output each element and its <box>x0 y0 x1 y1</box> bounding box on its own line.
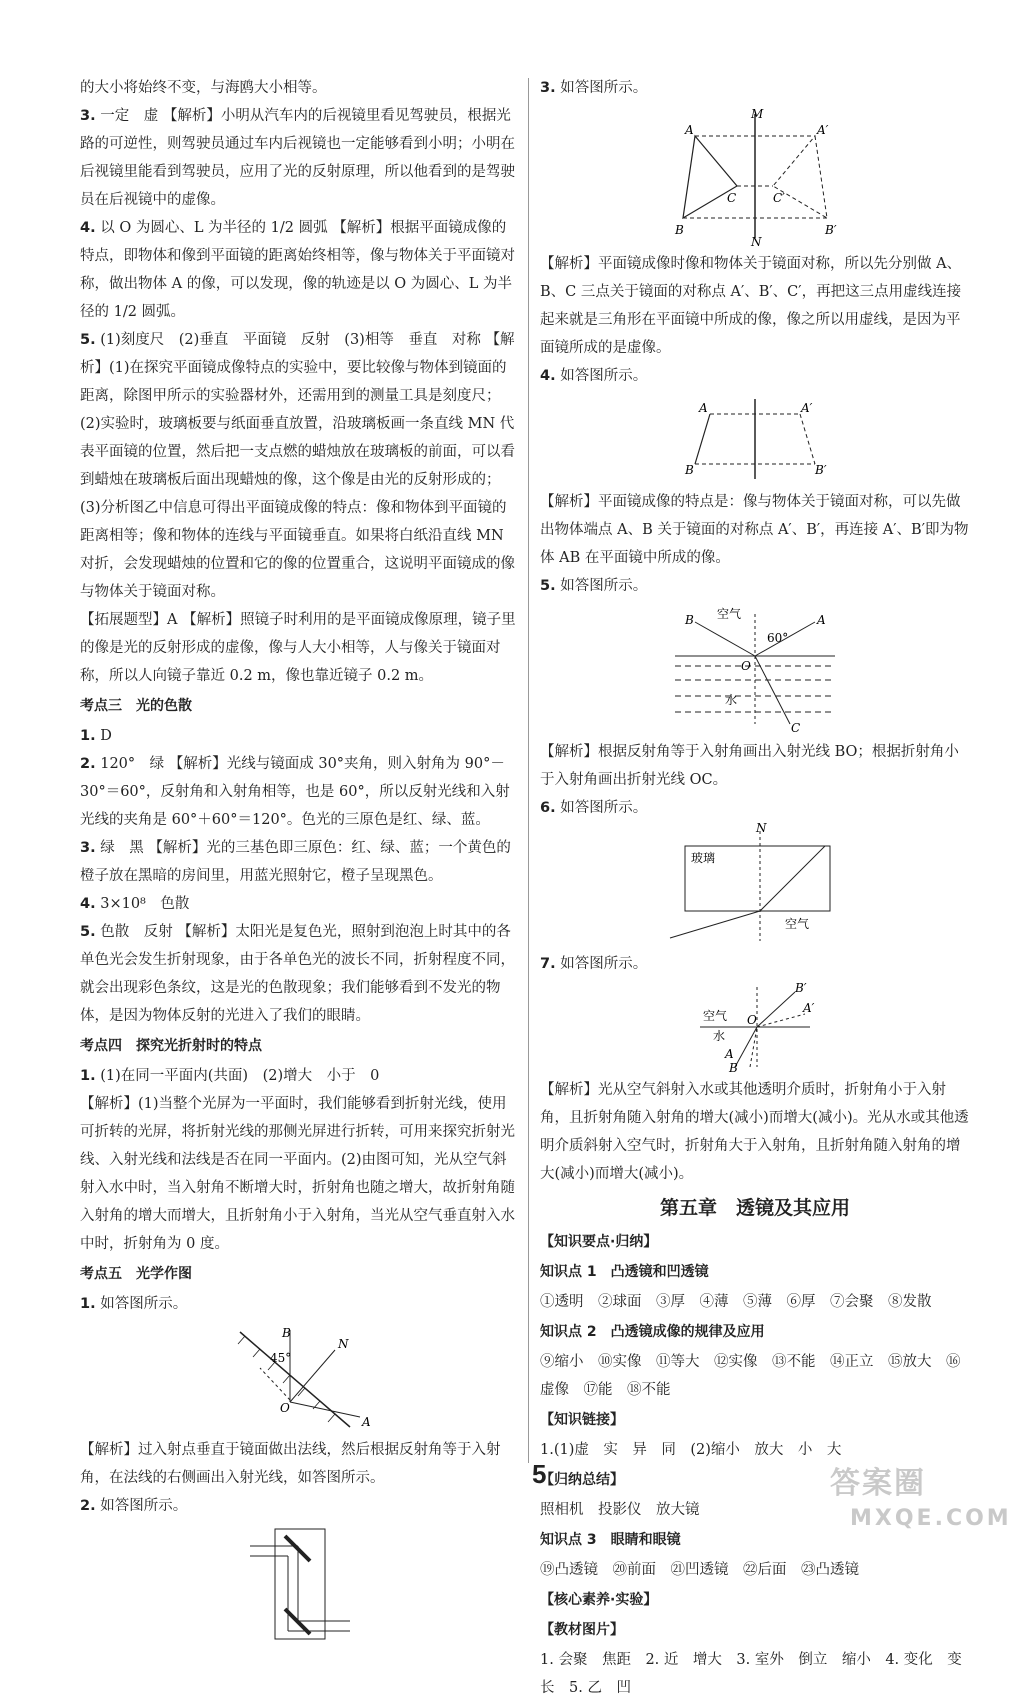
answer-paragraph <box>80 1090 520 1258</box>
text: 考点四 探究光折射时的特点 <box>80 1038 262 1054</box>
answer-paragraph <box>540 74 970 102</box>
svg-text:B: B <box>729 1061 738 1075</box>
answer-paragraph <box>540 738 970 794</box>
answer-paragraph <box>540 250 970 362</box>
left-column <box>80 74 520 1648</box>
text: 【解析】平面镜成像的特点是：像与物体关于镜面对称，可以先做出物体端点 A、B 关于镜面的对称点 A′、B′，再连接 A′、B′即为物体 AB 在平面镜中所成的像。 <box>540 494 969 566</box>
svg-text:B: B <box>685 463 694 477</box>
answer-paragraph <box>80 326 520 606</box>
item-number: 4. <box>540 368 556 384</box>
svg-text:空气: 空气 <box>703 1009 728 1023</box>
text: 如答图所示。 <box>555 956 648 972</box>
answer-paragraph <box>80 214 520 326</box>
svg-text:C: C <box>727 191 737 205</box>
svg-text:A: A <box>817 613 826 627</box>
text: 考点五 光学作图 <box>80 1266 192 1282</box>
text: 如答图所示。 <box>555 578 648 594</box>
svg-text:B: B <box>685 613 694 627</box>
text: 一定 虚 【解析】小明从汽车内的后视镜里看见驾驶员，根据光路的可逆性，则驾驶员通过车内后视镜也一定能够看到小明；小明在后视镜里能看到驾驶员，应用了光的反射原理，所以他看到的是驾驶员在后视镜中的虚像。 <box>80 108 515 208</box>
svg-text:A: A <box>699 401 708 415</box>
column-divider <box>528 78 529 1463</box>
section-heading <box>540 1318 970 1346</box>
text: 【解析】过入射点垂直于镜面做出法线，然后根据反射角等于入射角，在法线的右侧画出入射光线，如答图所示。 <box>80 1442 501 1486</box>
text: 如答图所示。 <box>555 368 648 384</box>
text: ⑲凸透镜 ⑳前面 ㉑凹透镜 ㉒后面 ㉓凸透镜 <box>540 1562 859 1578</box>
figure-7 <box>695 981 815 1075</box>
figure-3 <box>675 106 837 249</box>
text: (1)刻度尺 (2)垂直 平面镜 反射 (3)相等 垂直 对称 【解析】(1)在探究平面镜成像特点的实验中，要比较像与物体到镜面的距离，除图甲所示的实验器材外，还需用到的测量工具是刻度尺；(2)实验时，玻璃板要与纸面垂直放置，沿玻璃板画一条直线 MN 代表平面镜的位置，然后把一支点燃的蜡烛放在玻璃板的前面，可以看到蜡烛在玻璃板后面出现蜡烛的像，这个像是由光的反射形成的；(3)分析图乙中信息可得出平面镜成像的特点：像和物体到平面镜的距离相等；像和物体的连线与平面镜垂直。如果将白纸沿直线 MN 对折，会发现蜡烛的位置和它的像的位置重合，这说明平面镜成的像与物体关于镜面对称。 <box>80 332 515 600</box>
text: 的大小将始终不变，与海鸥大小相等。 <box>80 80 327 96</box>
svg-text:水: 水 <box>713 1029 726 1043</box>
svg-text:O: O <box>747 1013 757 1027</box>
text: 【知识链接】 <box>540 1412 624 1428</box>
item-number: 3. <box>80 108 96 124</box>
svg-text:C′: C′ <box>773 191 785 205</box>
answer-paragraph <box>80 834 520 890</box>
item-number: 4. <box>80 220 96 236</box>
answer-paragraph <box>540 1288 970 1316</box>
svg-text:M: M <box>751 107 764 121</box>
answer-paragraph <box>540 1556 970 1584</box>
svg-text:B′: B′ <box>815 463 827 477</box>
page-number: 5 <box>532 1459 547 1489</box>
item-number: 6. <box>540 800 556 816</box>
text: 如答图所示。 <box>95 1296 188 1312</box>
svg-text:A′: A′ <box>803 1001 815 1015</box>
svg-text:B′: B′ <box>825 223 837 237</box>
text: 120° 绿 【解析】光线与镜面成 30°夹角，则入射角为 90°－30°＝60°，反射角和入射角相等，也是 60°，所以反射光线和入射光线的夹角是 60°＋60°＝120°。色光的三原色是红、绿、蓝。 <box>80 756 510 828</box>
section-heading <box>80 692 520 720</box>
section-heading <box>540 1258 970 1286</box>
item-number: 3. <box>80 840 96 856</box>
svg-text:A: A <box>685 123 694 137</box>
answer-paragraph <box>80 1436 520 1492</box>
text: 【知识要点·归纳】 <box>540 1234 658 1250</box>
answer-paragraph <box>80 918 520 1030</box>
svg-text:O: O <box>741 659 751 673</box>
svg-text:A′: A′ <box>801 401 813 415</box>
text: D <box>95 728 112 744</box>
answer-paragraph <box>540 362 970 390</box>
text: 【拓展题型】A 【解析】照镜子时利用的是平面镜成像原理，镜子里的像是光的反射形成的虚像，像与人大小相等，人与像关于镜面对称，所以人向镜子靠近 0.2 m，像也靠近镜子 0.2 m。 <box>80 612 516 684</box>
svg-text:N: N <box>338 1337 349 1351</box>
text: 3×10⁸ 色散 <box>95 896 190 912</box>
svg-text:A: A <box>362 1415 371 1429</box>
answer-paragraph <box>540 950 970 978</box>
figure-4 <box>685 394 825 484</box>
text: 第五章 透镜及其应用 <box>659 1197 850 1219</box>
text: 1. 会聚 焦距 2. 近 增大 3. 室外 倒立 缩小 4. 变化 变长 5. 乙 凹 <box>540 1652 962 1696</box>
text: 【归纳总结】 <box>540 1472 624 1488</box>
text: 如答图所示。 <box>555 800 648 816</box>
svg-text:45°: 45° <box>270 1351 292 1365</box>
answer-paragraph <box>540 1076 970 1188</box>
answer-paragraph <box>540 1436 970 1464</box>
text: 照相机 投影仪 放大镜 <box>540 1502 700 1518</box>
text: 1.(1)虚 实 异 同 (2)缩小 放大 小 大 <box>540 1442 842 1458</box>
text: 【核心素养·实验】 <box>540 1592 658 1608</box>
answer-paragraph <box>80 1290 520 1318</box>
svg-text:B′: B′ <box>795 981 807 995</box>
item-number: 1. <box>80 728 96 744</box>
svg-text:O: O <box>280 1401 290 1415</box>
svg-text:B: B <box>282 1326 291 1340</box>
text: 以 O 为圆心、L 为半径的 1/2 圆弧 【解析】根据平面镜成像的特点，即物体和像到平面镜的距离始终相等，像与物体关于平面镜对称，做出物体 A 的像，可以发现，像的轨迹是以 O 为圆心、L 为半径的 1/2 圆弧。 <box>80 220 515 320</box>
section-heading <box>540 1228 970 1256</box>
answer-paragraph <box>80 606 520 690</box>
section-heading <box>540 1586 970 1614</box>
svg-text:空气: 空气 <box>785 917 810 931</box>
answer-paragraph <box>540 794 970 822</box>
text: 绿 黑 【解析】光的三基色即三原色：红、绿、蓝；一个黄色的橙子放在黑暗的房间里，用蓝光照射它，橙子呈现黑色。 <box>80 840 511 884</box>
figure-5 <box>675 604 835 734</box>
answer-paragraph <box>540 572 970 600</box>
svg-text:A′: A′ <box>817 123 829 137</box>
answer-paragraph <box>80 74 520 102</box>
item-number: 1. <box>80 1296 96 1312</box>
answer-paragraph <box>540 1646 970 1702</box>
svg-text:N: N <box>751 235 762 249</box>
text: 如答图所示。 <box>95 1498 188 1514</box>
text: 考点三 光的色散 <box>80 698 192 714</box>
svg-text:空气: 空气 <box>717 607 742 621</box>
answer-paragraph <box>540 1348 970 1404</box>
item-number: 3. <box>540 80 556 96</box>
section-heading <box>540 1616 970 1644</box>
item-number: 2. <box>80 756 96 772</box>
right-column <box>540 74 970 1702</box>
section-heading <box>80 1260 520 1288</box>
text: 如答图所示。 <box>555 80 648 96</box>
svg-text:C: C <box>791 721 801 735</box>
answer-paragraph <box>80 890 520 918</box>
svg-text:玻璃: 玻璃 <box>691 851 716 865</box>
svg-text:N: N <box>756 821 767 835</box>
section-heading <box>540 1406 970 1434</box>
svg-text:水: 水 <box>725 693 738 707</box>
chapter-title <box>540 1194 970 1222</box>
answer-paragraph <box>80 722 520 750</box>
svg-text:A: A <box>725 1047 734 1061</box>
svg-text:B: B <box>675 223 684 237</box>
text: ⑨缩小 ⑩实像 ⑪等大 ⑫实像 ⑬不能 ⑭正立 ⑮放大 ⑯虚像 ⑰能 ⑱不能 <box>540 1354 961 1398</box>
text: 【解析】光从空气斜射入水或其他透明介质时，折射角小于入射角，且折射角随入射角的增大(减小)而增大(减小)。光从水或其他透明介质斜射入空气时，折射角大于入射角，且折射角随入射角的增大(减小)而增大(减小)。 <box>540 1082 969 1182</box>
svg-text:60°: 60° <box>767 631 789 645</box>
answer-paragraph <box>80 1062 520 1090</box>
figure-1 <box>220 1322 380 1432</box>
section-heading <box>80 1032 520 1060</box>
answer-paragraph <box>80 1492 520 1520</box>
text: 色散 反射 【解析】太阳光是复色光，照射到泡泡上时其中的各单色光会发生折射现象，由于各单色光的波长不同，折射程度不同，就会出现彩色条纹，这是光的色散现象；我们能够看到不发光的物体，是因为物体反射的光进入了我们的眼睛。 <box>80 924 515 1024</box>
answer-paragraph <box>80 102 520 214</box>
item-number: 1. <box>80 1068 96 1084</box>
text: 【解析】(1)当整个光屏为一平面时，我们能够看到折射光线，使用可折转的光屏，将折射光线的那侧光屏进行折转，可用来探究折射光线、入射光线和法线是否在同一平面内。(2)由图可知，光从空气斜射入水中时，当入射角不断增大时，折射角也随之增大，故折射角随入射角的增大而增大，且折射角小于入射角，当光从空气垂直射入水中时，折射角为 0 度。 <box>80 1096 515 1252</box>
answer-paragraph <box>540 488 970 572</box>
watermark-url: MXQE.COM <box>850 1506 1012 1531</box>
item-number: 5. <box>80 332 96 348</box>
item-number: 4. <box>80 896 96 912</box>
item-number: 2. <box>80 1498 96 1514</box>
text: (1)在同一平面内(共面) (2)增大 小于 0 <box>95 1068 380 1084</box>
figure-6 <box>665 821 845 946</box>
text: 【解析】根据反射角等于入射角画出入射光线 BO；根据折射角小于入射角画出折射光线 OC。 <box>540 744 959 788</box>
text: ①透明 ②球面 ③厚 ④薄 ⑤薄 ⑥厚 ⑦会聚 ⑧发散 <box>540 1294 932 1310</box>
text: 【解析】平面镜成像时像和物体关于镜面对称，所以先分别做 A、B、C 三点关于镜面的对称点 A′、B′、C′，再把这三点用虚线连接起来就是三角形在平面镜中所成的像，像之所以用虚线，是因为平面镜所成的是虚像。 <box>540 256 962 356</box>
item-number: 5. <box>540 578 556 594</box>
text: 【教材图片】 <box>540 1622 624 1638</box>
text: 知识点 3 眼睛和眼镜 <box>540 1532 681 1548</box>
answer-paragraph <box>80 750 520 834</box>
text: 知识点 1 凸透镜和凹透镜 <box>540 1264 709 1280</box>
watermark-logo: 答案圈 <box>830 1466 926 1501</box>
text: 知识点 2 凸透镜成像的规律及应用 <box>540 1324 765 1340</box>
figure-2 <box>240 1524 360 1644</box>
item-number: 5. <box>80 924 96 940</box>
item-number: 7. <box>540 956 556 972</box>
